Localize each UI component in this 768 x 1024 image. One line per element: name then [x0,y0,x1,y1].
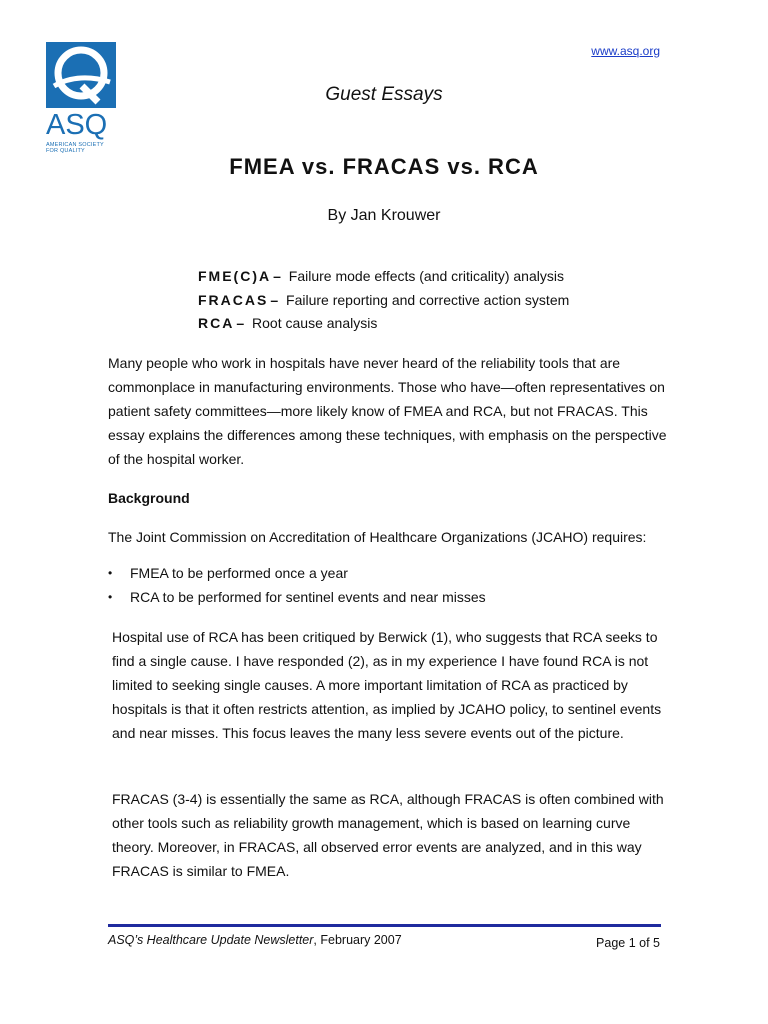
fracas-paragraph: FRACAS (3-4) is essentially the same as RCA, although FRACAS is often combined with other tools such as reliability growth management, which is based on learning curve theory. Moreover, in FRACAS, all observed error events are analyzed, and in this way FRACAS is similar to FMEA. [112,791,664,879]
page-number: Page 1 of 5 [596,936,660,950]
footer-divider [108,924,661,927]
byline: By Jan Krouwer [327,207,441,224]
definition-text: Root cause analysis [252,315,378,331]
logo-subtitle: AMERICAN SOCIETY FOR QUALITY [46,142,104,154]
definition-term: FME(C)A [198,268,272,284]
definition-item [198,312,569,336]
list-item [108,585,486,609]
requires-paragraph: The Joint Commission on Accreditation of Healthcare Organizations (JCAHO) requires: [108,529,647,545]
logo-wordmark: ASQ [46,109,108,141]
rca-critique-paragraph: Hospital use of RCA has been critiqued by Berwick (1), who suggests that RCA seeks to find a single cause. I have responded (2), as in my experience I have found RCA is not limited to seeking single causes. A more important limitation of RCA as practiced by hospitals is that it often restricts attention, as implied by JCAHO policy, to sentinel events and near misses. This focus leaves the many less severe events out of the picture. [112,629,662,741]
section-title: Guest Essays [325,84,443,105]
list-item-text: FMEA to be performed once a year [130,565,348,581]
newsletter-date: , February 2007 [313,933,402,947]
definition-item [198,265,569,289]
newsletter-name: ASQ’s Healthcare Update Newsletter [108,933,314,947]
definition-item [198,289,569,313]
site-link[interactable]: www.asq.org [591,44,660,58]
definition-dash: – [273,268,281,284]
definition-text: Failure reporting and corrective action system [286,291,570,308]
definition-text: Failure mode effects (and criticality) analysis [288,268,564,284]
intro-paragraph: Many people who work in hospitals have never heard of the reliability tools that are commonplace in manufacturing environments. Those who have—often representatives on patient safety committees—more likely know of FMEA and RCA, but not FRACAS. This essay explains the differences among these techniques, with emphasis on the perspective of the hospital worker. [108,355,667,467]
bullet-icon: • [108,566,113,580]
requirements-list [108,561,486,609]
definition-term: RCA [198,315,235,331]
definition-dash: – [236,315,245,331]
definition-dash: – [270,291,279,308]
bullet-icon: • [108,590,113,604]
list-item-text: RCA to be performed for sentinel events and near misses [130,589,486,605]
background-heading: Background [108,490,190,506]
page-title: FMEA vs. FRACAS vs. RCA [229,154,539,179]
definitions-list [198,265,569,336]
list-item [108,561,486,585]
footer-newsletter [108,933,402,947]
definition-term: FRACAS [198,291,269,308]
